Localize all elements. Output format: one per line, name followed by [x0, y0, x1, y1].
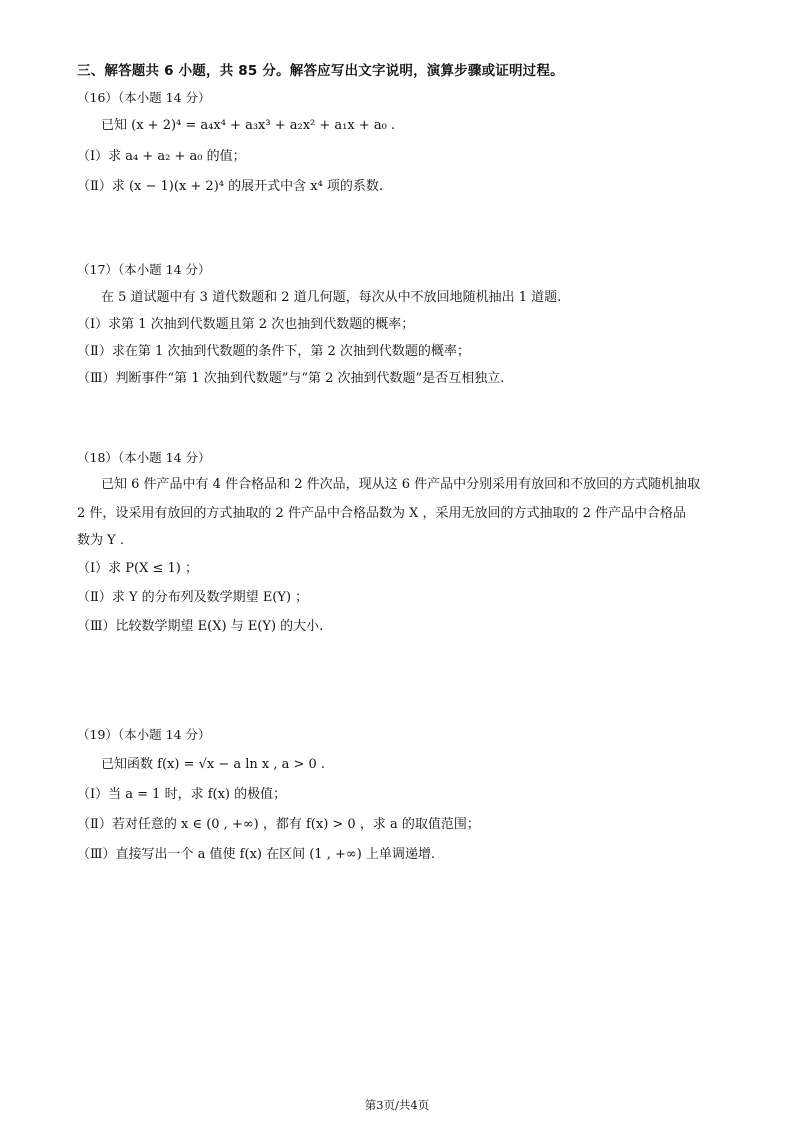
question-18-part-3: （Ⅲ）比较数学期望 E(X) 与 E(Y) 的大小.: [77, 619, 324, 634]
question-19-header: （19）（本小题 14 分）: [77, 727, 211, 742]
question-17-part-3: （Ⅲ）判断事件“第 1 次抽到代数题”与“第 2 次抽到代数题”是否互相独立.: [77, 371, 505, 386]
question-17-stem: 在 5 道试题中有 3 道代数题和 2 道几何题，每次从中不放回地随机抽出 1 道题.: [101, 290, 562, 305]
question-18-header: （18）（本小题 14 分）: [77, 450, 211, 465]
question-19-stem: 已知函数 f(x) = √x − a ln x , a > 0 .: [101, 757, 326, 772]
question-16-header: （16）（本小题 14 分）: [77, 90, 211, 105]
question-16-part-1: （Ⅰ）求 a₄ + a₂ + a₀ 的值；: [77, 149, 246, 164]
question-18-stem-line-2: 2 件，设采用有放回的方式抽取的 2 件产品中合格品数为 X ，采用无放回的方式抽取的 2 件产品中合格品: [77, 506, 686, 521]
page-number: 第3页/共4页: [364, 1098, 430, 1112]
question-19-part-2: （Ⅱ）若对任意的 x ∈ (0 , +∞) ，都有 f(x) > 0 ，求 a 的取值范围；: [77, 817, 480, 832]
question-18-part-1: （Ⅰ）求 P(X ≤ 1) ；: [77, 561, 198, 576]
question-17-part-2: （Ⅱ）求在第 1 次抽到代数题的条件下，第 2 次抽到代数题的概率；: [77, 344, 470, 359]
section-heading: 三、解答题共 6 小题，共 85 分。解答应写出文字说明，演算步骤或证明过程。: [77, 63, 564, 79]
question-19-part-1: （Ⅰ）当 a = 1 时，求 f(x) 的极值；: [77, 787, 287, 802]
question-18-stem-line-1: 已知 6 件产品中有 4 件合格品和 2 件次品，现从这 6 件产品中分别采用有放回和不放回的方式随机抽取: [101, 477, 701, 492]
question-16-part-2: （Ⅱ）求 (x − 1)(x + 2)⁴ 的展开式中含 x⁴ 项的系数.: [77, 179, 384, 194]
question-17-part-1: （Ⅰ）求第 1 次抽到代数题且第 2 次也抽到代数题的概率；: [77, 317, 415, 332]
question-18-stem-line-3: 数为 Y .: [77, 533, 124, 548]
question-19-part-3: （Ⅲ）直接写出一个 a 值使 f(x) 在区间 (1 , +∞) 上单调递增.: [77, 847, 436, 862]
question-16-stem: 已知 (x + 2)⁴ = a₄x⁴ + a₃x³ + a₂x² + a₁x + a₀ .: [101, 118, 396, 133]
question-17-header: （17）（本小题 14 分）: [77, 262, 211, 277]
question-18-part-2: （Ⅱ）求 Y 的分布列及数学期望 E(Y) ；: [77, 590, 309, 605]
